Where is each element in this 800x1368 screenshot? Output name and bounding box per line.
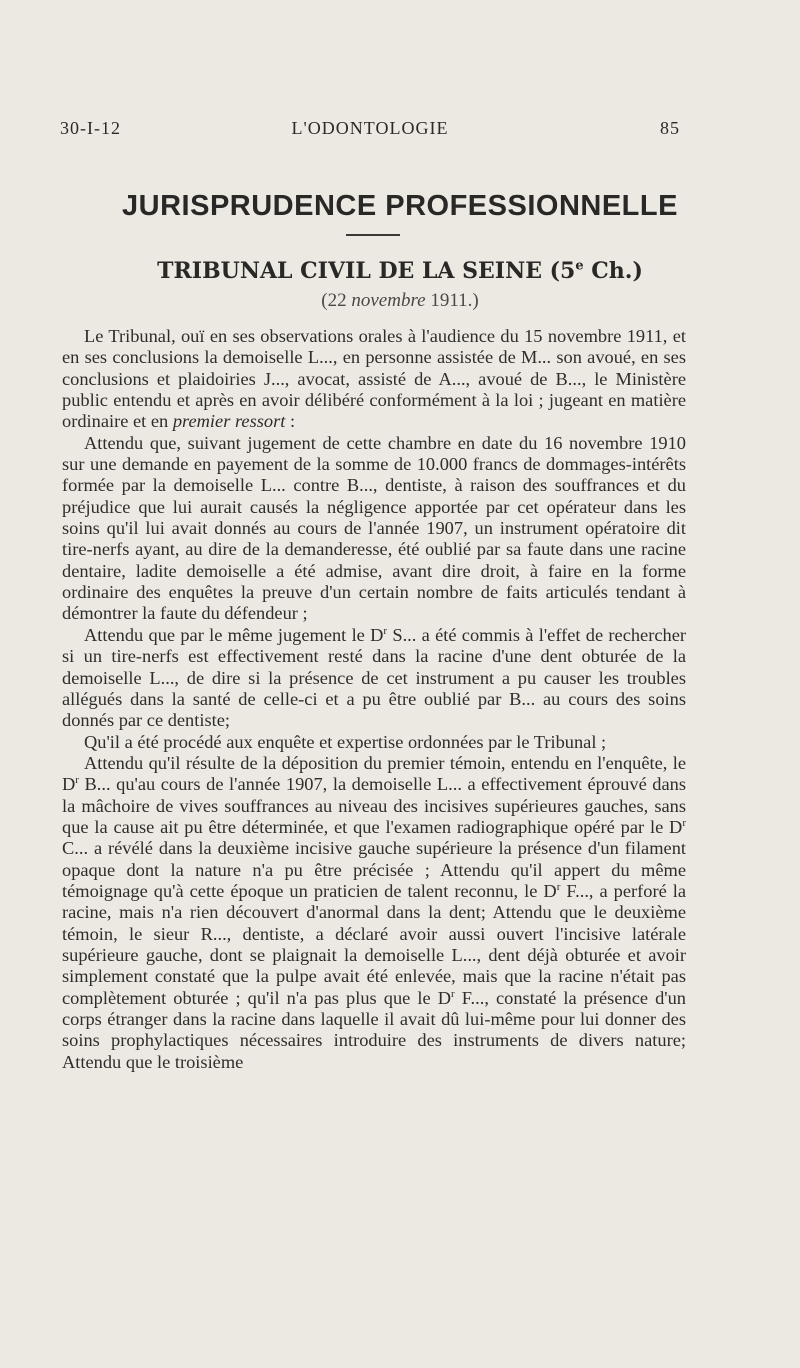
paragraph-1-italic: premier ressort: [172, 411, 286, 432]
paragraph-1-text-b: :: [285, 411, 296, 432]
court-heading-main: TRIBUNAL CIVIL DE LA SEINE (5: [157, 258, 576, 284]
judgment-body: [62, 326, 686, 1073]
paragraph-5-sup-4: r: [451, 987, 455, 1000]
court-heading: [60, 258, 740, 284]
paragraph-5: [62, 753, 686, 1073]
paragraph-1: [62, 326, 686, 433]
header-date: 30-I-12: [60, 118, 121, 138]
judgment-date: [60, 290, 740, 312]
date-open: (22: [321, 290, 352, 311]
court-heading-sup: e: [575, 258, 584, 274]
paragraph-5-text-e: F..., constaté la présence d'un corps étranger dans la racine dans laquelle il avait dû lui-même pour lui donner des soins prophylactiques nécessaires introduire des instruments de divers nature; Attendu que le troisième: [62, 987, 686, 1072]
paragraph-3-text-a: Attendu que par le même jugement le D: [84, 624, 384, 645]
paragraph-5-sup-3: r: [556, 880, 561, 893]
paragraph-1-text-a: Le Tribunal, ouï en ses observations orales à l'audience du 15 novembre 1911, et en ses conclusions la demoiselle L..., en personne assistée de M... son avoué, en ses conclusions et plaidoiries J..., avocat, assisté de A..., avoué de B..., le Ministère public entendu et après en avoir délibéré conformément à la loi ; jugeant en matière ordinaire et en: [62, 326, 686, 432]
page-number: 85: [660, 118, 680, 138]
paragraph-2: Attendu que, suivant jugement de cette chambre en date du 16 novembre 1910 sur une demande en payement de la somme de 10.000 francs de dommages-intérêts formée par la demoiselle L... contre B..., dentiste, à raison des souffrances et du préjudice que lui aurait causés la négligence apportée par cet opérateur dans les soins qu'il lui avait donnés au cours de l'année 1907, un instrument opératoire dit tire-nerfs ayant, au dire de la demanderesse, été oublié par sa faute dans une racine dentaire, ladite demoiselle a été admise, avant dire droit, à faire en la forme ordinaire des enquêtes la preuve d'un certain nombre de faits articulés tendant à démontrer la faute du défendeur ;: [62, 432, 686, 624]
title-divider: [346, 234, 400, 236]
article-title: JURISPRUDENCE PROFESSIONNELLE: [122, 190, 678, 222]
date-close: 1911.): [425, 290, 479, 311]
header-journal-title: L'ODONTOLOGIE: [291, 118, 449, 138]
date-month: novembre: [351, 290, 426, 311]
paragraph-3-text-b: S... a été commis à l'effet de rechercher si un tire-nerfs est effectivement resté dans la racine d'une dent obturée de la demoiselle L..., de dire si la présence de cet instrument a pu causer les troubles allégués dans la santé de celle-ci et a pu être oublié par B... au cours des soins donnés par ce dentiste;: [62, 624, 686, 731]
court-heading-end: Ch.): [583, 258, 643, 284]
paragraph-5-text-a: Attendu qu'il résulte de la déposition du premier témoin, entendu en l'enquête, le D: [62, 752, 686, 795]
running-header: [60, 118, 680, 148]
paragraph-5-text-c: C... a révélé dans la deuxième incisive gauche supérieure la présence d'un filament opaque dont la nature n'a pu être précisée ; Attendu qu'il appert du même témoignage qu'à cette époque un praticien de talent reconnu, le D: [62, 838, 686, 901]
paragraph-5-text-b: B... qu'au cours de l'année 1907, la demoiselle L... a effectivement éprouvé dans la mâchoire de vives souffrances au niveau des incisives supérieures gauches, sans que la cause ait pu être déterminée, et que l'examen radiographique opéré par le D: [62, 774, 686, 837]
paragraph-3: [62, 625, 686, 732]
paragraph-4: Qu'il a été procédé aux enquête et expertise ordonnées par le Tribunal ;: [84, 731, 607, 752]
paragraph-5-sup-2: r: [682, 816, 686, 829]
paragraph-5-sup-1: r: [75, 774, 79, 787]
paragraph-3-sup: r: [383, 624, 388, 637]
paragraph-5-text-d: F..., a perforé la racine, mais n'a rien découvert d'anormal dans la dent; Attendu que le deuxième témoin, le sieur R..., dentiste, a déclaré avoir aussi ouvert l'incisive latérale supérieure gauche, dont se plaignait la demoiselle L..., dent déjà obturée et avoir simplement constaté que la pulpe avait été enlevée, mais que la racine n'était pas complètement obturée ; qu'il n'a pas plus que le D: [62, 880, 687, 1008]
